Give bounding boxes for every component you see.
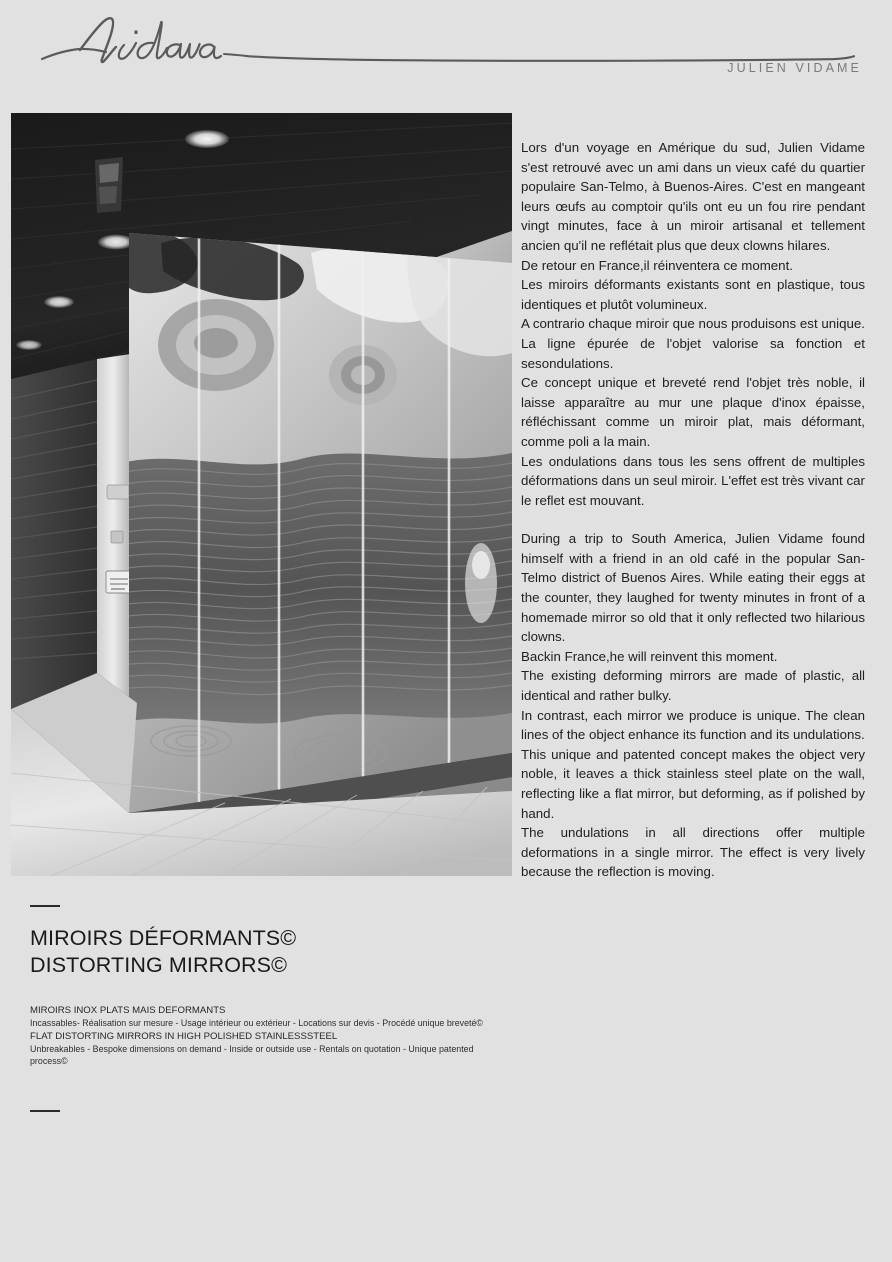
product-title-block: [30, 905, 510, 979]
page-header: [0, 0, 892, 100]
paragraph-en-1: During a trip to South America, Julien Vidame found himself with a friend in an old café in the popular San-Telmo district of Buenos Aires. While eating their eggs at the counter, they laughed for twenty minutes in front of a homemade mirror so old that it only reflected two hilarious clowns.: [521, 531, 865, 645]
paragraph-fr-1: Lors d'un voyage en Amérique du sud, Julien Vidame s'est retrouvé avec un ami dans un vieux café du quartier populaire San-Telmo, à Buenos-Aires. C'est en mangeant leurs œufs au comptoir qu'ils ont eu un fou rire pendant vingt minutes, face à un miroir artisanal et tellement ancien qu'il ne reflétait plus que deux clowns hilares.: [521, 140, 865, 253]
paragraph-fr-4: A contrario chaque miroir que nous produisons est unique. La ligne épurée de l'objet valorise sa fonction et sesondulations.: [521, 316, 865, 371]
paragraph-fr-2: De retour en France,il réinventera ce moment.: [521, 257, 793, 273]
paragraph-en-5: This unique and patented concept makes the object very noble, it leaves a thick stainless steel plate on the wall, reflecting like a flat mirror, but deforming, as if polished by hand.: [521, 746, 865, 821]
paragraph-fr-6: Les ondulations dans tous les sens offrent de multiples déformations dans un seul miroir. L'effet est très vivant car le reflet est mouvant.: [521, 453, 865, 508]
fineprint-body-en: Unbreakables - Bespoke dimensions on demand - Inside or outside use - Rentals on quotation - Unique patented process©: [30, 1044, 474, 1067]
product-title-en: DISTORTING MIRRORS©: [30, 953, 288, 977]
paragraph-en-6: The undulations in all directions offer multiple deformations in a single mirror. The effect is very lively because the reflection is moving.: [521, 825, 865, 880]
paragraph-fr-3: Les miroirs déformants existants sont en plastique, tous identiques et plutôt volumineux.: [521, 277, 865, 312]
footer-rule: [30, 1110, 60, 1112]
product-fineprint-block: [30, 1004, 500, 1067]
description-text-column: [521, 138, 865, 882]
hero-photo: [11, 113, 512, 876]
fineprint-heading-fr: MIROIRS INOX PLATS MAIS DEFORMANTS: [30, 1005, 226, 1016]
corridor-mirror-photograph: [11, 113, 512, 876]
brand-name: JULIEN VIDAME: [727, 61, 862, 75]
title-top-rule: [30, 905, 60, 907]
paragraph-en-4: In contrast, each mirror we produce is unique. The clean lines of the object enhance its function and its undulations.: [521, 707, 865, 743]
fineprint-heading-en: FLAT DISTORTING MIRRORS IN HIGH POLISHED STAINLESSSTEEL: [30, 1030, 338, 1042]
product-title-fr: MIROIRS DÉFORMANTS©: [30, 926, 297, 950]
paragraph-en-3: The existing deforming mirrors are made of plastic, all identical and rather bulky.: [521, 668, 865, 704]
fineprint-body-fr: Incassables- Réalisation sur mesure - Usage intérieur ou extérieur - Locations sur devis - Procédé unique breveté©: [30, 1018, 483, 1029]
paragraph-en-2: Backin France,he will reinvent this moment.: [521, 648, 778, 664]
language-separator: [521, 510, 865, 529]
paragraph-fr-5: Ce concept unique et breveté rend l'objet très noble, il laisse apparaître au mur une plaque d'inox épaisse, réfléchissant comme un miroir plat, mais déformant, comme poli a la main.: [521, 375, 865, 449]
